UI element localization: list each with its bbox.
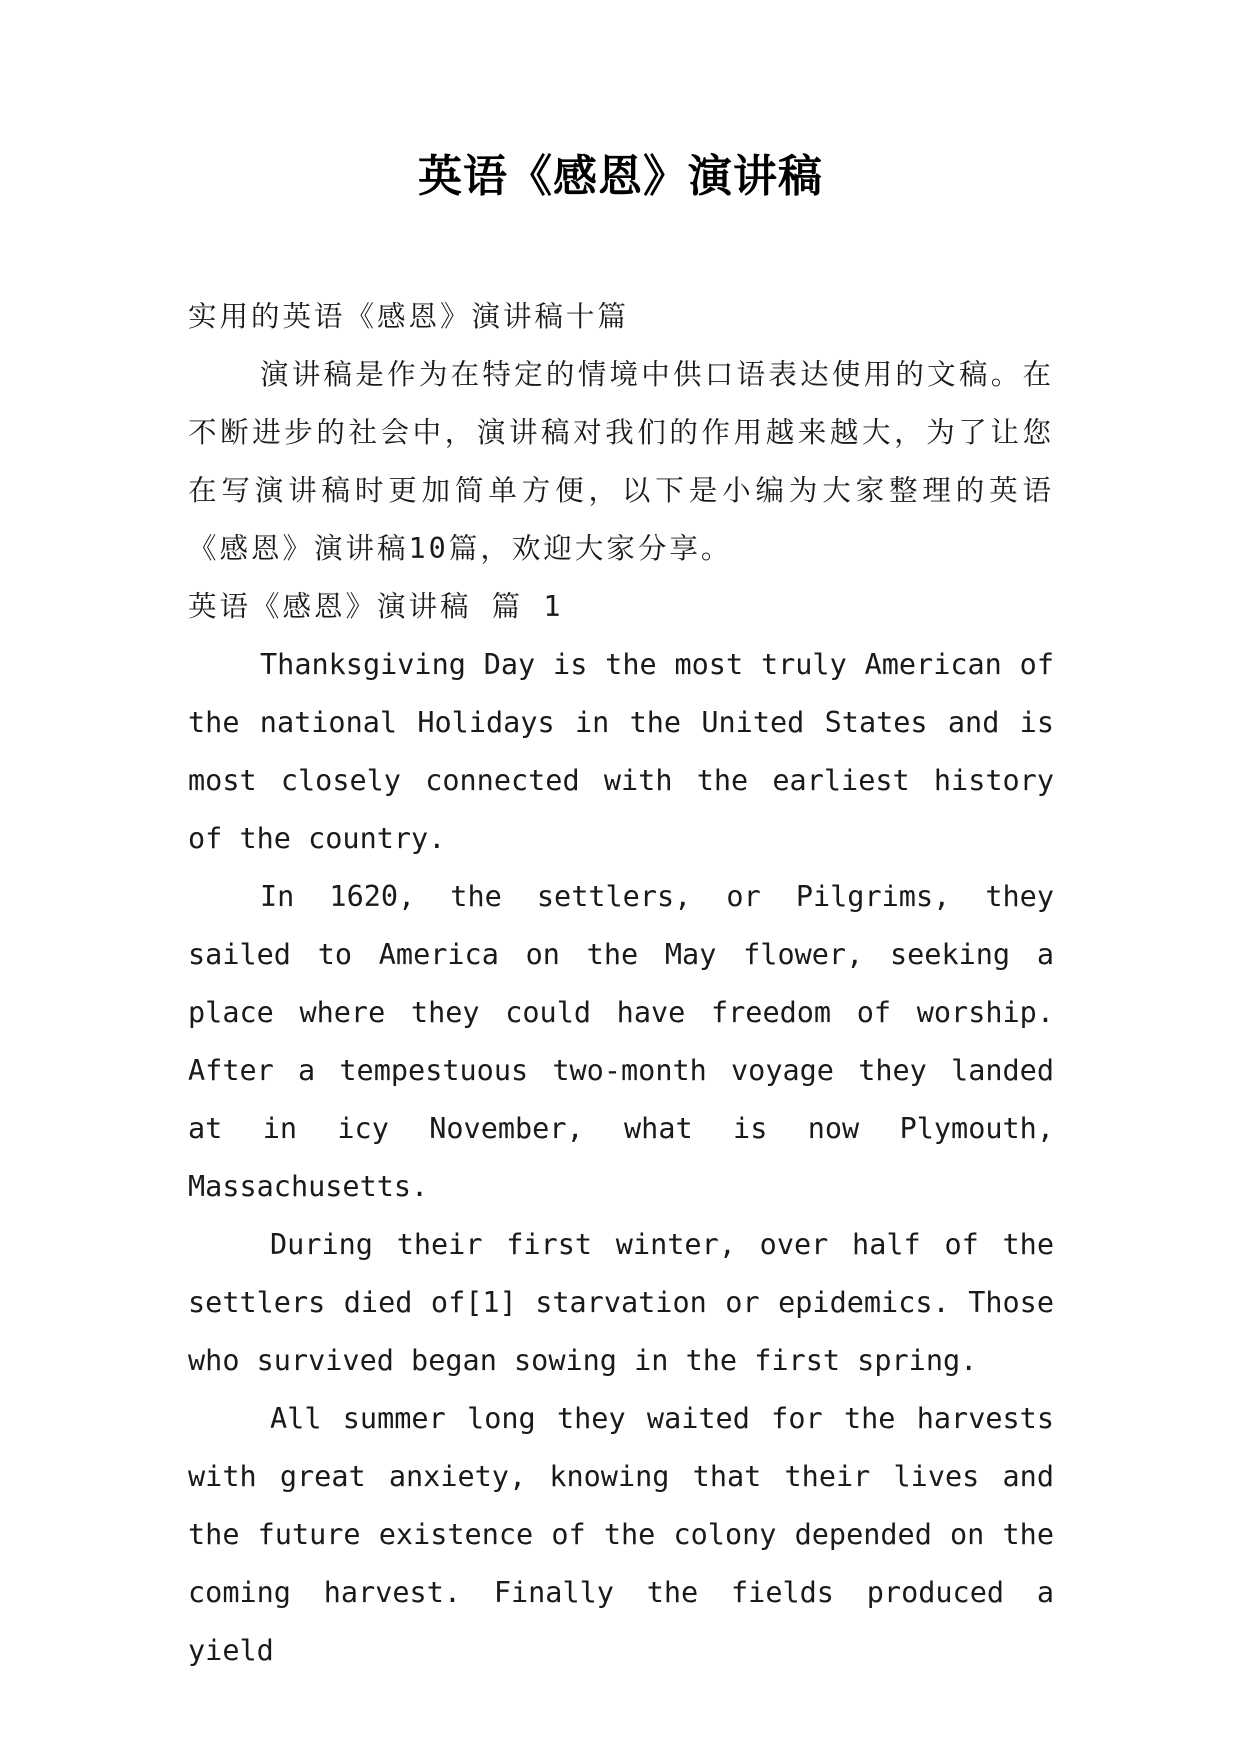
document-body — [188, 288, 1054, 1680]
intro-paragraph: 演讲稿是作为在特定的情境中供口语表达使用的文稿。在不断进步的社会中，演讲稿对我们的作用越来越大，为了让您在写演讲稿时更加简单方便，以下是小编为大家整理的英语《感恩》演讲稿10篇，欢迎大家分享。 — [188, 358, 1054, 565]
section-heading: 英语《感恩》演讲稿 篇 1 — [188, 590, 564, 623]
document-subtitle: 实用的英语《感恩》演讲稿十篇 — [188, 300, 630, 333]
speech-paragraph: Thanksgiving Day is the most truly American of the national Holidays in the United States and is most closely connected with the earliest history of the country. — [188, 648, 1054, 855]
speech-paragraph: In 1620, the settlers, or Pilgrims, they sailed to America on the May flower, seeking a place where they could have freedom of worship. After a tempestuous two-month voyage they landed at in icy November, what is now Plymouth, Massachusetts. — [188, 880, 1054, 1203]
document-title: 英语《感恩》演讲稿 — [418, 151, 823, 202]
speech-paragraph: All summer long they waited for the harvests with great anxiety, knowing that their lives and the future existence of the colony depended on the coming harvest. Finally the fields produced a yield — [188, 1402, 1054, 1667]
speech-paragraph: During their first winter, over half of the settlers died of[1] starvation or epidemics. Those who survived began sowing in the first spring. — [188, 1228, 1054, 1377]
